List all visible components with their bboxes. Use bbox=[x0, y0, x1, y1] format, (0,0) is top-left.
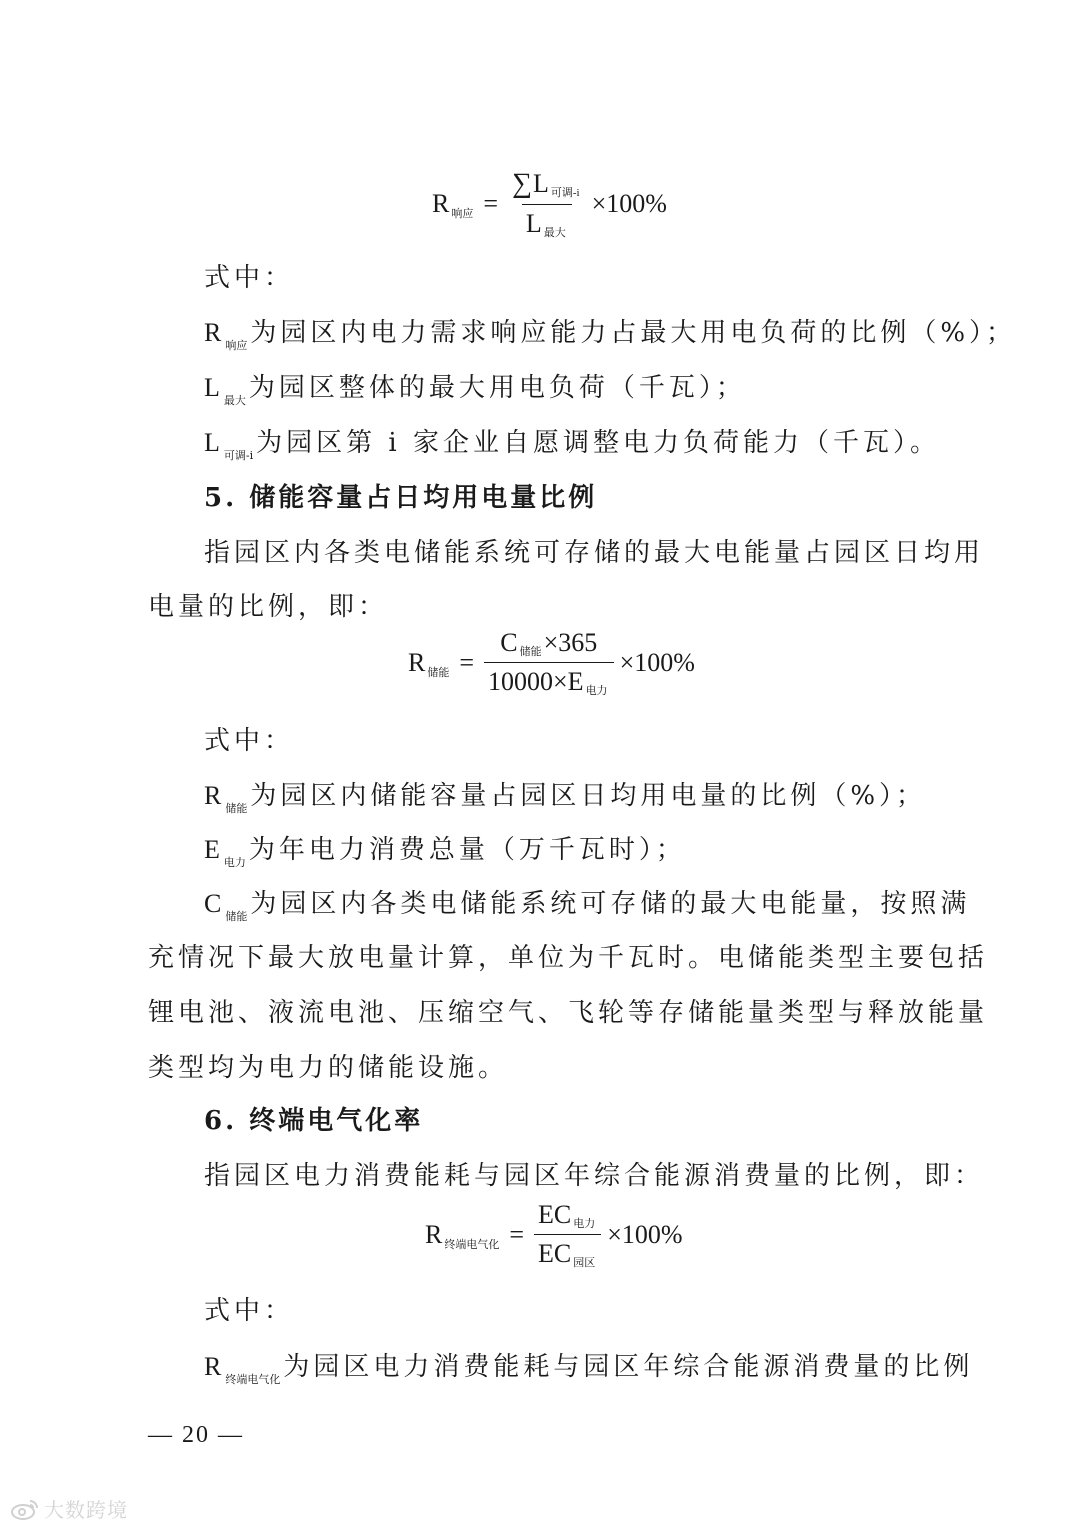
watermark bbox=[10, 1494, 128, 1523]
formula-equals: = bbox=[459, 647, 475, 677]
definition-line bbox=[204, 1352, 974, 1386]
def-sub: 储能 bbox=[225, 802, 248, 815]
def-text: 为园区内电力需求响应能力占最大用电负荷的比例（%）； bbox=[250, 318, 1017, 348]
sigma-symbol: ∑ bbox=[512, 168, 532, 199]
paragraph-line: 电量的比例，即： bbox=[148, 592, 389, 622]
def-text: 为园区内各类电储能系统可存储的最大电能量，按照满 bbox=[250, 889, 971, 919]
numerator-tail: ×365 bbox=[543, 628, 598, 657]
denominator-head: 10000×E bbox=[488, 667, 584, 696]
formula-lhs-sub: 响应 bbox=[451, 207, 474, 220]
formula-equals: = bbox=[509, 1219, 525, 1249]
def-var: L bbox=[204, 373, 220, 402]
numerator-var: EC bbox=[538, 1200, 572, 1229]
def-text: 为年电力消费总量（万千瓦时）； bbox=[248, 835, 686, 865]
shizhong-label: 式中： bbox=[204, 263, 295, 293]
section-heading-6: 6. 终端电气化率 bbox=[204, 1106, 424, 1136]
def-sub: 终端电气化 bbox=[225, 1373, 281, 1386]
fraction-numerator bbox=[508, 168, 586, 204]
def-text: 为园区电力消费能耗与园区年综合能源消费量的比例 bbox=[283, 1352, 974, 1382]
formula-storage-ratio bbox=[408, 628, 695, 697]
denominator-sub: 最大 bbox=[543, 227, 566, 239]
def-text: 为园区整体的最大用电负荷（千瓦）； bbox=[248, 373, 746, 403]
numerator-sub: 储能 bbox=[519, 646, 542, 658]
formula-lhs-sub: 终端电气化 bbox=[444, 1238, 500, 1251]
shizhong-label: 式中： bbox=[204, 726, 295, 756]
formula-electrification-ratio bbox=[425, 1200, 683, 1269]
definition-line bbox=[204, 428, 940, 462]
def-var: R bbox=[204, 781, 222, 810]
formula-lhs-sub: 储能 bbox=[427, 666, 450, 679]
formula-fraction bbox=[484, 628, 614, 697]
fraction-numerator bbox=[534, 1200, 601, 1234]
denominator-sub: 电力 bbox=[585, 685, 608, 697]
formula-equals: = bbox=[483, 188, 499, 218]
formula-lhs: R bbox=[432, 188, 450, 218]
def-var: E bbox=[204, 835, 220, 864]
section-heading-5: 5. 储能容量占日均用电量比例 bbox=[204, 483, 598, 513]
definition-line bbox=[204, 373, 746, 407]
formula-lhs: R bbox=[408, 647, 426, 677]
numerator-sub: 可调-i bbox=[550, 187, 580, 199]
def-var: L bbox=[204, 428, 220, 457]
formula-fraction bbox=[534, 1200, 601, 1269]
paragraph-line: 锂电池、液流电池、压缩空气、飞轮等存储能量类型与释放能量 bbox=[148, 998, 989, 1028]
fraction-denominator bbox=[534, 1234, 601, 1269]
def-sub: 响应 bbox=[225, 339, 248, 352]
paragraph-line: 类型均为电力的储能设施。 bbox=[148, 1053, 509, 1083]
numerator-sub: 电力 bbox=[573, 1218, 596, 1230]
paragraph-line: 指园区内各类电储能系统可存储的最大电能量占园区日均用 bbox=[204, 538, 985, 568]
definition-line bbox=[204, 781, 927, 815]
formula-tail: ×100% bbox=[591, 188, 667, 218]
definition-line bbox=[204, 318, 1017, 352]
formula-tail: ×100% bbox=[607, 1219, 683, 1249]
numerator-var: L bbox=[532, 169, 549, 198]
shizhong-label: 式中： bbox=[204, 1296, 295, 1326]
formula-fraction bbox=[508, 168, 586, 239]
def-sub: 储能 bbox=[225, 910, 248, 923]
fraction-numerator bbox=[496, 628, 601, 662]
fraction-denominator bbox=[522, 204, 572, 239]
denominator-var: L bbox=[525, 209, 542, 238]
page-number: — 20 — bbox=[148, 1422, 244, 1448]
def-sub: 电力 bbox=[223, 856, 246, 869]
denominator-sub: 园区 bbox=[573, 1257, 596, 1269]
def-text: 为园区第 i 家企业自愿调整电力负荷能力（千瓦）。 bbox=[256, 428, 940, 458]
def-text: 为园区内储能容量占园区日均用电量的比例（%）； bbox=[250, 781, 927, 811]
def-var: R bbox=[204, 318, 222, 347]
numerator-var: C bbox=[500, 628, 518, 657]
watermark-text: 大数跨境 bbox=[44, 1498, 128, 1522]
paragraph-line: 指园区电力消费能耗与园区年综合能源消费量的比例，即： bbox=[204, 1161, 985, 1191]
def-var: C bbox=[204, 889, 222, 918]
definition-line bbox=[204, 835, 686, 869]
def-var: R bbox=[204, 1352, 222, 1381]
formula-response-ratio bbox=[432, 168, 667, 239]
def-sub: 最大 bbox=[223, 394, 246, 407]
denominator-var: EC bbox=[538, 1239, 572, 1268]
definition-line bbox=[204, 889, 971, 923]
weibo-icon bbox=[10, 1497, 40, 1521]
def-sub: 可调-i bbox=[223, 449, 254, 462]
fraction-denominator bbox=[484, 662, 614, 697]
formula-tail: ×100% bbox=[619, 647, 695, 677]
paragraph-line: 充情况下最大放电量计算，单位为千瓦时。电储能类型主要包括 bbox=[148, 943, 989, 973]
formula-lhs: R bbox=[425, 1219, 443, 1249]
